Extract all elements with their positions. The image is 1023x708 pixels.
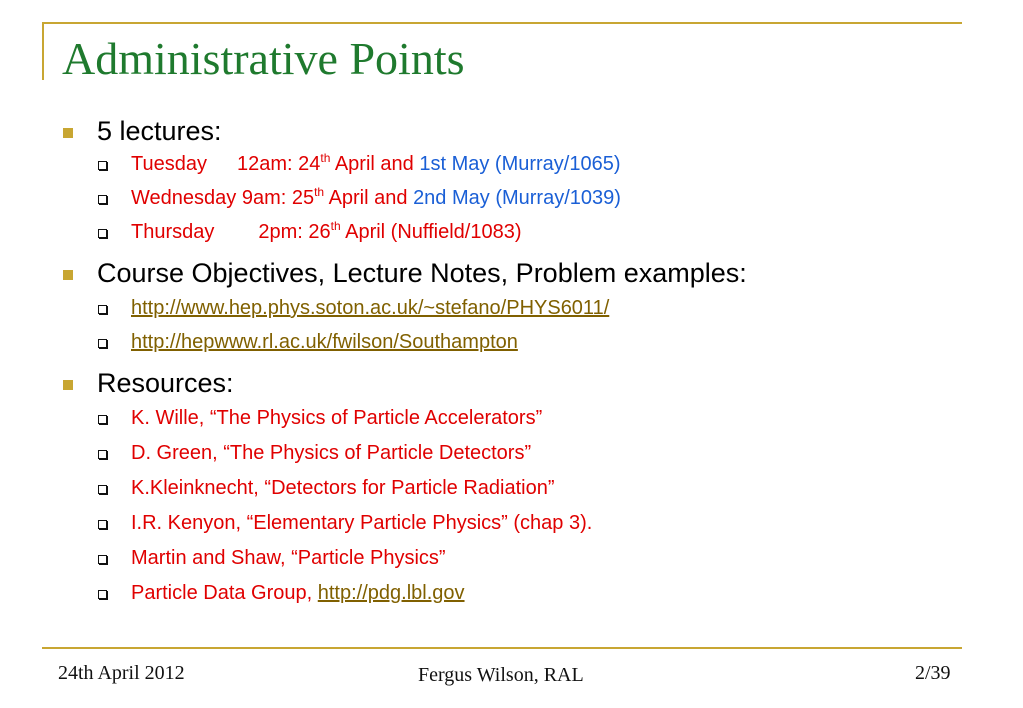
left-border (42, 22, 44, 80)
hollow-square-bullet-icon (98, 590, 107, 599)
hollow-square-bullet-icon (98, 520, 107, 529)
pdg-link[interactable]: http://pdg.lbl.gov (317, 582, 465, 604)
hollow-square-bullet-icon (98, 195, 107, 204)
hollow-square-bullet-icon (98, 485, 107, 494)
square-bullet-icon (63, 380, 73, 390)
footer-date: 24th April 2012 (58, 662, 185, 684)
ral-link[interactable]: http://hepwww.rl.ac.uk/fwilson/Southampton (131, 331, 518, 353)
square-bullet-icon (63, 128, 73, 138)
hollow-square-bullet-icon (98, 229, 107, 238)
hollow-square-bullet-icon (98, 161, 107, 170)
hollow-square-bullet-icon (98, 450, 107, 459)
slide-title: Administrative Points (62, 33, 465, 84)
hollow-square-bullet-icon (98, 305, 107, 314)
soton-link[interactable]: http://www.hep.phys.soton.ac.uk/~stefano/PHYS6011/ (131, 297, 610, 319)
bottom-border (42, 647, 962, 649)
footer-author: Fergus Wilson, RAL (418, 664, 584, 686)
square-bullet-icon (63, 270, 73, 280)
hollow-square-bullet-icon (98, 415, 107, 424)
top-border (42, 22, 962, 24)
footer-page-number: 2/39 (915, 662, 951, 684)
hollow-square-bullet-icon (98, 339, 107, 348)
hollow-square-bullet-icon (98, 555, 107, 564)
